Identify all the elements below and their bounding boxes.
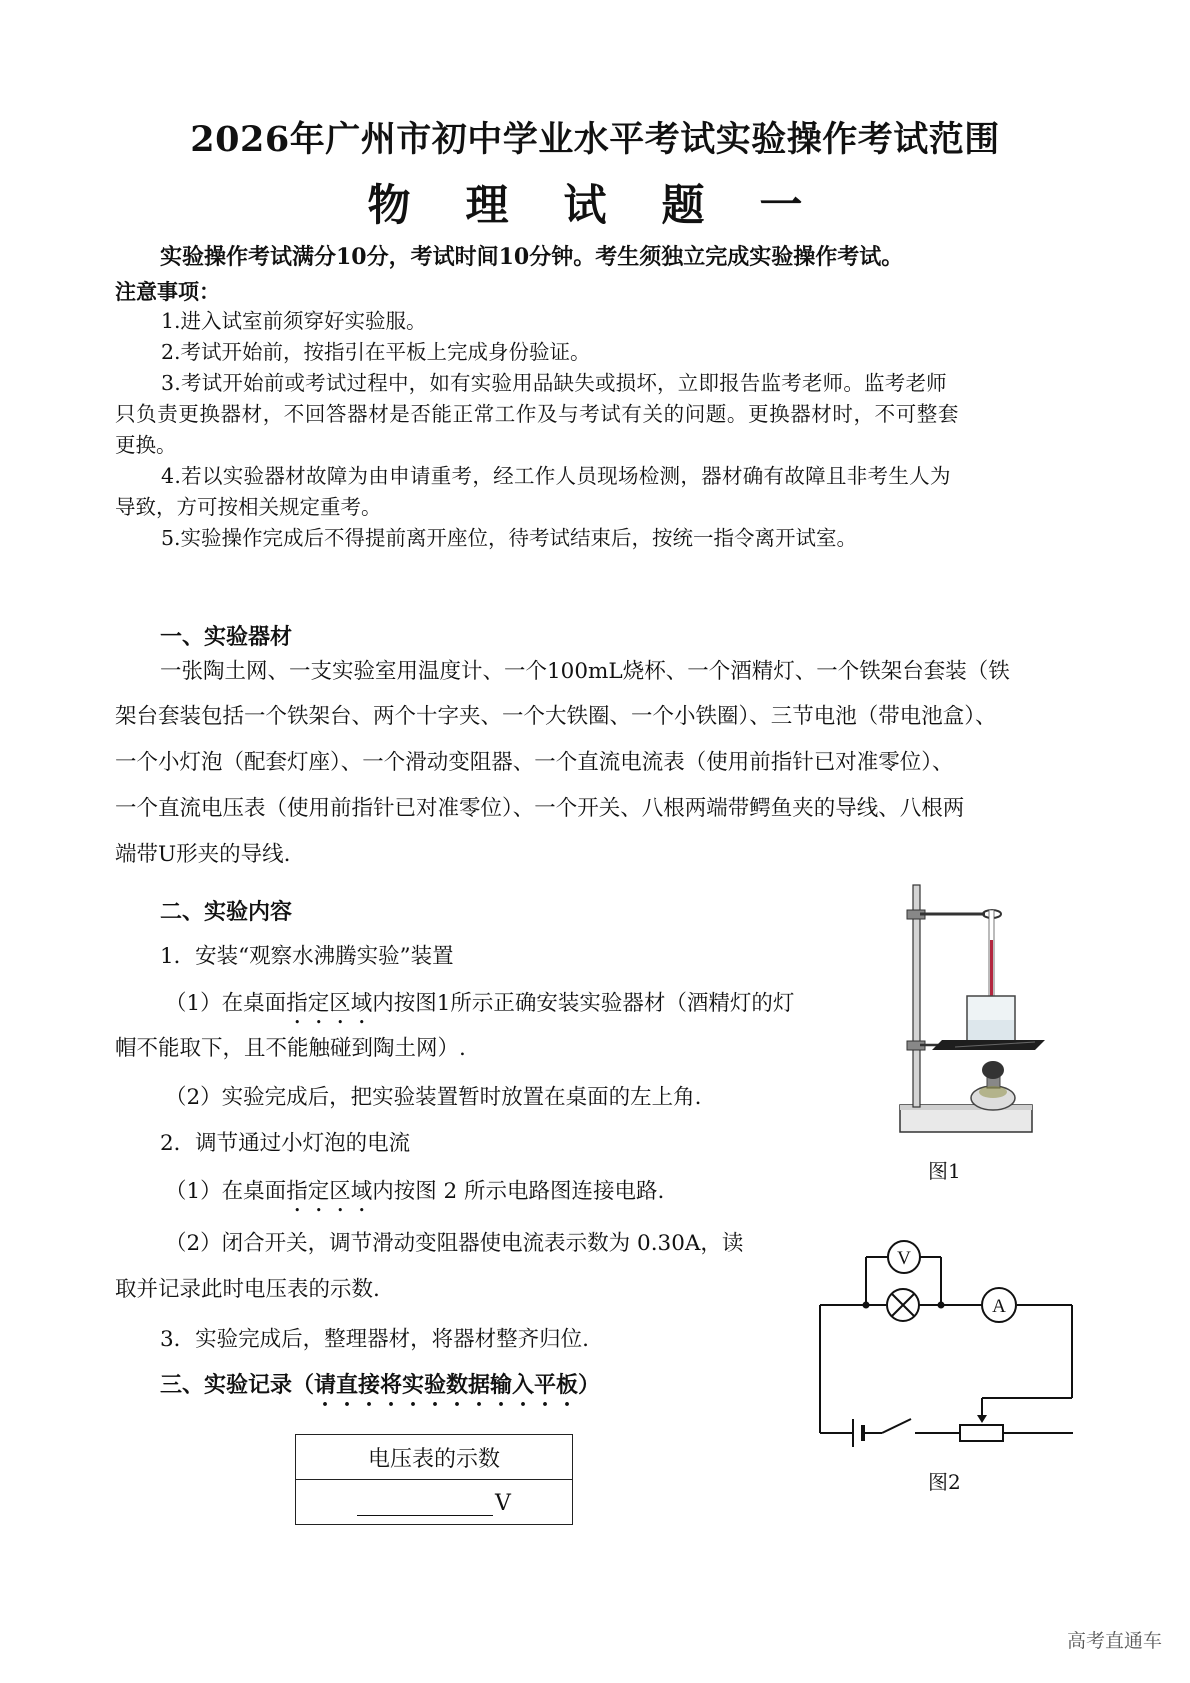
record-table-cell (296, 1480, 573, 1525)
junction-dot (863, 1302, 870, 1309)
rheostat-slider-arrow (977, 1415, 987, 1423)
equipment-line: 一个小灯泡（配套灯座）、一个滑动变阻器、一个直流电流表（使用前指针已对准零位）、 (115, 750, 954, 775)
emphasis-text: 指定区域 (286, 1179, 373, 1204)
equipment-line: 架台套装包括一个铁架台、两个十字夹、一个大铁圈、一个小铁圈）、三节电池（带电池盒）、 (115, 704, 997, 729)
notice-item: 只负责更换器材，不回答器材是否能正常工作及与考试有关的问题。更换器材时，不可整套 (115, 402, 959, 426)
task-1-step-1-cont: 帽不能取下，且不能触碰到陶土网）. (115, 1036, 466, 1061)
watermark: 高考直通车 (1066, 1630, 1162, 1652)
equipment-line: 一个直流电压表（使用前指针已对准零位）、一个开关、八根两端带鳄鱼夹的导线、八根两 (115, 796, 965, 821)
emphasis-text: 请直接将实验数据输入平板 (314, 1372, 579, 1398)
emphasis-text: 指定区域 (286, 991, 373, 1016)
section-heading-content: 二、实验内容 (160, 899, 293, 925)
voltmeter-label: V (897, 1248, 911, 1269)
notice-heading: 注意事项： (115, 279, 220, 304)
record-table (295, 1434, 573, 1525)
section-heading-record (160, 1368, 600, 1411)
notice-item: 5.实验操作完成后不得提前离开座位，待考试结束后，按统一指令离开试室。 (161, 526, 858, 550)
task-1-step-2: （2）实验完成后，把实验装置暂时放置在桌面的左上角. (165, 1085, 702, 1110)
equipment-line: 一张陶土网、一支实验室用温度计、一个100mL烧杯、一个酒精灯、一个铁架台套装（铁 (160, 659, 1010, 684)
notice-item: 3.考试开始前或考试过程中，如有实验用品缺失或损坏，立即报告监考老师。监考老师 (161, 371, 947, 395)
answer-blank (357, 1489, 493, 1516)
figure-2-caption: 图2 (928, 1470, 961, 1494)
unit-label: V (495, 1490, 511, 1516)
section-heading-equipment: 一、实验器材 (160, 624, 293, 650)
notice-item: 4.若以实验器材故障为由申请重考，经工作人员现场检测，器材确有故障且非考生人为 (161, 464, 951, 488)
task-2-title: 2．调节通过小灯泡的电流 (160, 1131, 411, 1156)
task-1-step-1 (165, 982, 794, 1029)
junction-dot (938, 1302, 945, 1309)
rheostat-symbol (960, 1425, 1003, 1441)
text-segment: 三、实验记录（ (160, 1372, 315, 1398)
boiling-apparatus-figure (885, 880, 1045, 1142)
text-segment: （1）在桌面 (165, 1179, 287, 1204)
document-title: 2026年广州市初中学业水平考试实验操作考试范围 (190, 119, 1000, 160)
notice-item: 2.考试开始前，按指引在平板上完成身份验证。 (161, 340, 591, 364)
document-subtitle: 物 理 试 题 一 (367, 181, 823, 231)
equipment-line: 端带U形夹的导线. (115, 842, 291, 867)
task-2-step-1 (165, 1170, 664, 1217)
ammeter-label: A (992, 1296, 1006, 1317)
task-2-step-2-cont: 取并记录此时电压表的示数. (115, 1277, 380, 1302)
text-segment: （1）在桌面 (165, 991, 287, 1016)
circuit-diagram-figure (815, 1235, 1077, 1457)
record-table-header: 电压表的示数 (296, 1435, 573, 1480)
task-2-step-2: （2）闭合开关，调节滑动变阻器使电流表示数为 0.30A，读 (165, 1231, 744, 1256)
notice-item: 导致，方可按相关规定重考。 (115, 495, 382, 519)
exam-intro: 实验操作考试满分10分，考试时间10分钟。考生须独立完成实验操作考试。 (160, 244, 904, 270)
switch-blade (882, 1419, 911, 1433)
notice-item: 更换。 (115, 433, 177, 457)
figure-1-caption: 图1 (928, 1159, 961, 1183)
text-segment: 内按图 2 所示电路图连接电路. (372, 1179, 665, 1204)
text-segment: 内按图1所示正确安装实验器材（酒精灯的灯 (372, 991, 795, 1016)
notice-item: 1.进入试室前须穿好实验服。 (161, 309, 427, 333)
task-1-title: 1．安装“观察水沸腾实验”装置 (160, 944, 454, 969)
task-3: 3．实验完成后，整理器材，将器材整齐归位. (160, 1327, 590, 1352)
text-segment: ） (578, 1372, 601, 1398)
